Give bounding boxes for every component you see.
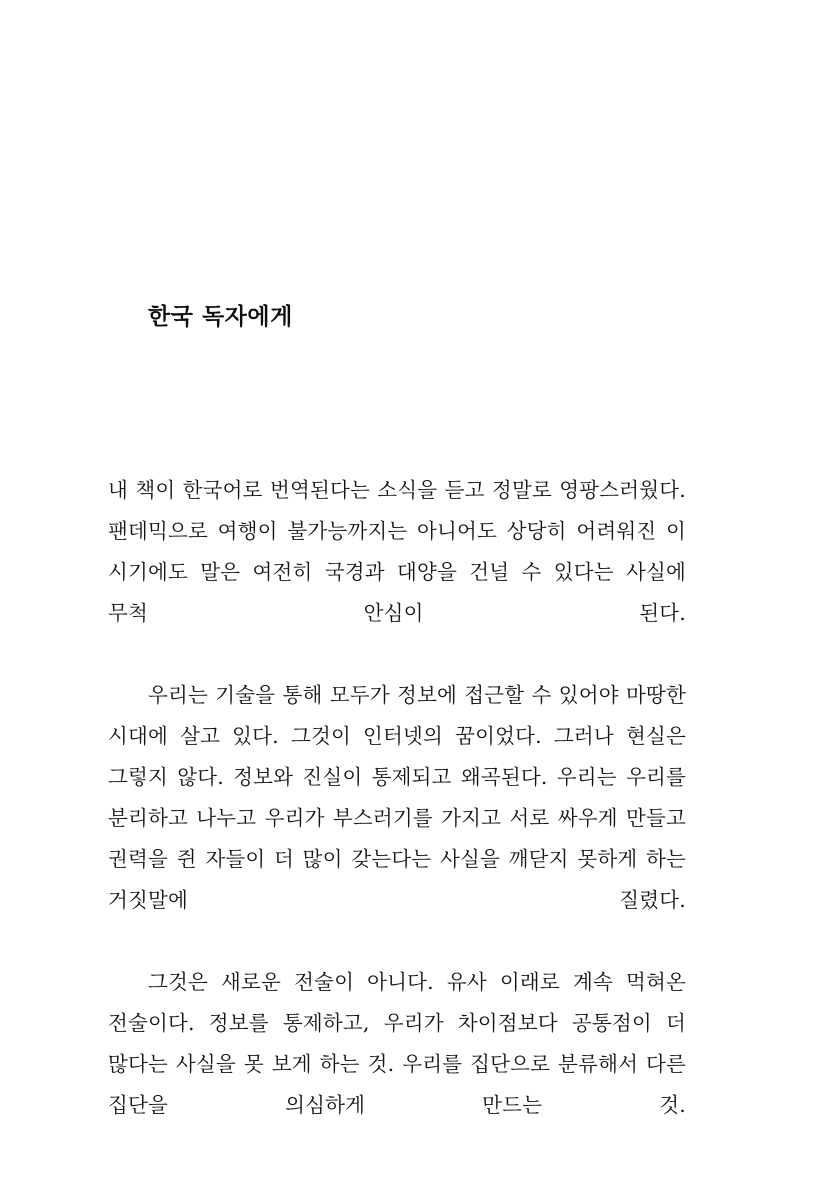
page-title: 한국 독자에게 <box>148 304 293 330</box>
paragraph-1: 내 책이 한국어로 번역된다는 소식을 듣고 정말로 영팡스러웠다. 팬데믹으로 여행이 불가능까지는 아니어도 상당히 어려워진 이 시기에도 말은 여전히 국경과 대양을 건널 수 있다는 사실에 무척 안심이 된다. <box>108 478 686 625</box>
paragraph-2: 우리는 기술을 통해 모두가 정보에 접근할 수 있어야 마땅한 시대에 살고 있다. 그것이 인터넷의 꿈이었다. 그러나 현실은 그렇지 않다. 정보와 진실이 통제되고 왜곡된다. 우리는 우리를 분리하고 나누고 우리가 부스러기를 가지고 서로 싸우게 만들고 권력을 쥔 자들이 더 많이 갖는다는 사실을 깨닫지 못하게 하는 거짓말에 질렸다. <box>108 683 686 912</box>
paragraph-3: 그것은 새로운 전술이 아니다. 유사 이래로 계속 먹혀온 전술이다. 정보를 통제하고, 우리가 차이점보다 공통점이 더 많다는 사실을 못 보게 하는 것. 우리를 집단으로 분류해서 다른 집단을 의심하게 만드는 것. <box>108 970 686 1117</box>
body-text <box>108 470 686 1167</box>
